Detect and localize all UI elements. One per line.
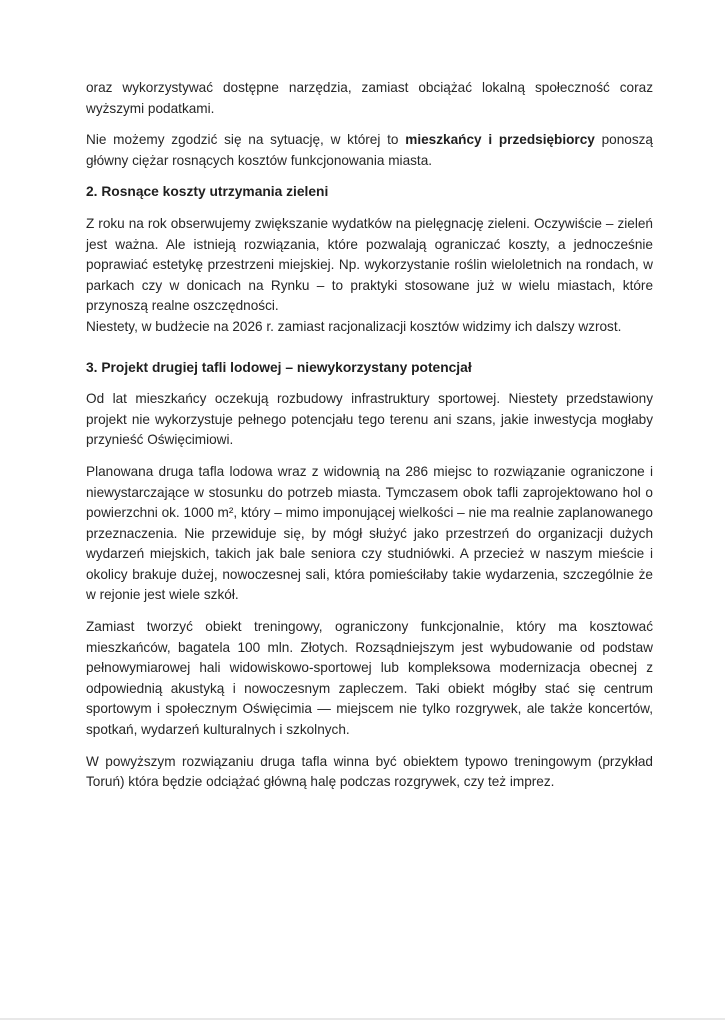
section-3-paragraph-4: W powyższym rozwiązaniu druga tafla winna być obiektem typowo treningowym (przykład Toruń) która będzie odciążać główną halę podczas rozgrywek, czy też imprez. [86, 753, 653, 790]
text-segment: ponoszą główny ciężar rosnących kosztów funkcjonowania miasta. [86, 132, 653, 168]
section-3-heading: 3. Projekt drugiej tafli lodowej – niewykorzystany potencjał [86, 359, 472, 375]
text-segment: Nie możemy zgodzić się na sytuację, w której to [86, 132, 406, 148]
section-2-heading: 2. Rosnące koszty utrzymania zieleni [86, 184, 329, 200]
section-3-paragraph-1: Od lat mieszkańcy oczekują rozbudowy infrastruktury sportowej. Niestety przedstawiony projekt nie wykorzystuje pełnego potencjału tego terenu ani szans, jakie inwestycja mogłaby przynieść Oświęcimiowi. [86, 391, 653, 448]
intro-paragraph-2 [86, 130, 653, 171]
intro-paragraph-1: oraz wykorzystywać dostępne narzędzia, zamiast obciążać lokalną społeczność coraz wyższymi podatkami. [86, 80, 653, 116]
section-2-paragraph-1: Z roku na rok obserwujemy zwiększanie wydatków na pielęgnację zieleni. Oczywiście – zieleń jest ważna. Ale istnieją rozwiązania, które pozwalają ograniczać koszty, a jednocześnie poprawiać estetykę przestrzeni miejskiej. Np. wykorzystanie roślin wieloletnich na rondach, w parkach czy w donicach na Rynku – to praktyki stosowane już w wielu miastach, które przynoszą realne oszczędności. [86, 215, 653, 314]
bold-emphasis: mieszkańcy i przedsiębiorcy [405, 132, 595, 148]
section-3-paragraph-2: Planowana druga tafla lodowa wraz z widownią na 286 miejsc to rozwiązanie ograniczone i niewystarczające w stosunku do potrzeb miasta. Tymczasem obok tafli zaprojektowano hol o powierzchni ok. 1000 m², który – mimo imponującej wielkości – nie ma realnie zaplanowanego przeznaczenia. Nie przewiduje się, by mógł służyć jako przestrzeń do organizacji dużych wydarzeń miejskich, takich jak bale seniora czy studniówki. A przecież w naszym mieście i okolicy brakuje dużej, nowoczesnej sali, która pomieściłaby takie wydarzenia, szczególnie że w rejonie jest wiele szkół. [86, 463, 653, 603]
document-page [86, 78, 653, 793]
section-2-paragraph-2: Niestety, w budżecie na 2026 r. zamiast racjonalizacji kosztów widzimy ich dalszy wzrost. [86, 318, 622, 334]
section-3-paragraph-3: Zamiast tworzyć obiekt treningowy, ograniczony funkcjonalnie, który ma kosztować mieszkańców, bagatela 100 mln. Złotych. Rozsądniejszym jest wybudowanie od podstaw pełnowymiarowej hali widowiskowo-sportowej lub kompleksowa modernizacja obecnej z odpowiednią akustyką i nowoczesnym zapleczem. Taki obiekt mógłby stać się centrum sportowym i społecznym Oświęcimia — miejscem nie tylko rozgrywek, ale także koncertów, spotkań, wydarzeń kulturalnych i szkolnych. [86, 619, 653, 738]
scan-edge-divider [0, 1018, 725, 1020]
